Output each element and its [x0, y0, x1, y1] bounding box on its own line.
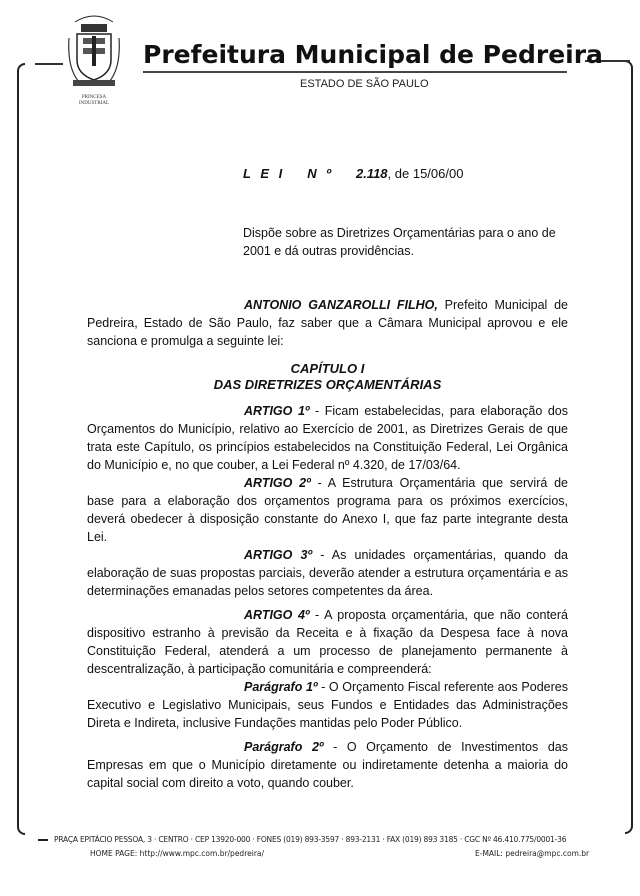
- lei-label: L E I: [243, 166, 286, 181]
- paragraph-1: [87, 678, 568, 732]
- paragraph-label: Parágrafo 2º: [244, 740, 324, 754]
- page-frame-right: [625, 60, 633, 834]
- preamble: [87, 296, 568, 350]
- footer-homepage[interactable]: HOME PAGE: http://www.mpc.com.br/pedreira/: [90, 849, 265, 858]
- article-label: ARTIGO 3º: [244, 548, 313, 562]
- article-text: - A proposta orçamentária, que não conterá dispositivo estranho à previsão da Receita e à fixação da Despesa face à nova Constituição Federal, atenderá a um processo de planejamento permanente à descentralização, à participação comunitária e compreenderá:: [87, 608, 569, 676]
- footer-address: [38, 835, 566, 844]
- number-label: N º: [307, 166, 334, 181]
- footer-email[interactable]: E-MAIL: pedreira@mpc.com.br: [475, 849, 590, 858]
- article-label: ARTIGO 2º: [244, 476, 311, 490]
- paragraph-text: - O Orçamento Fiscal referente aos Poderes Executivo e Legislativo Municipais, seus Fundos e Entidades das Administrações Direta e Indireta, inclusive Fundações mantidas pelo Poder Público.: [87, 680, 568, 730]
- article-text: - Ficam estabelecidas, para elaboração dos Orçamentos do Município, relativo ao Exercício de 2001, as Diretrizes Gerais de que trata este Capítulo, os princípios estabelecidos na Constituição Federal, Lei Orgânica do Município e, no que couber, a Lei Federal nº 4.320, de 17/03/64.: [87, 404, 568, 472]
- paragraph-label: Parágrafo 1º: [244, 680, 318, 694]
- chapter-heading: [87, 361, 568, 393]
- page-frame-left: [17, 63, 25, 835]
- state-subtitle: ESTADO DE SÃO PAULO: [300, 78, 429, 90]
- article-2: [87, 474, 568, 546]
- chapter-title: DAS DIRETRIZES ORÇAMENTÁRIAS: [213, 377, 442, 392]
- article-label: ARTIGO 4º: [244, 608, 310, 622]
- mayor-name: ANTONIO GANZAROLLI FILHO,: [244, 298, 438, 312]
- page-title: Prefeitura Municipal de Pedreira: [143, 40, 603, 69]
- footer-dash: [38, 839, 48, 841]
- article-3: [87, 546, 568, 600]
- article-1: [87, 402, 568, 474]
- header-rule-left: [35, 63, 63, 65]
- preamble-text: Prefeito Municipal de Pedreira, Estado de São Paulo, faz saber que a Câmara Municipal aprovou e ele sanciona e promulga a seguinte lei:: [87, 298, 568, 348]
- article-text: - As unidades orçamentárias, quando da elaboração de suas propostas parciais, deverão atender a estrutura orçamentária e as determinações emanadas pelos setores competentes da área.: [87, 548, 568, 598]
- law-heading: [243, 166, 463, 181]
- article-4: [87, 606, 568, 678]
- svg-text:PRINCESA: PRINCESA: [81, 95, 107, 100]
- law-date: , de 15/06/00: [387, 166, 464, 181]
- coat-of-arms-icon: [67, 8, 121, 106]
- paragraph-2: [87, 738, 568, 792]
- svg-text:INDUSTRIAL: INDUSTRIAL: [79, 101, 109, 106]
- paragraph-text: - O Orçamento de Investimentos das Empresas em que o Município diretamente ou indiretamente detenha a maioria do capital social com direito a voto, quando couber.: [87, 740, 568, 790]
- law-summary: Dispõe sobre as Diretrizes Orçamentárias para o ano de 2001 e dá outras providências.: [243, 226, 556, 258]
- article-label: ARTIGO 1º: [244, 404, 310, 418]
- article-text: - A Estrutura Orçamentária que servirá de base para a elaboração dos orçamentos programa para os próximos exercícios, deverá obedecer à disposição constante do Anexo I, que faz parte integrante desta Lei.: [87, 476, 568, 544]
- chapter-number: CAPÍTULO I: [290, 361, 365, 376]
- law-number: 2.118: [355, 166, 388, 181]
- title-underline: [143, 71, 567, 73]
- footer-address-text: PRAÇA EPITÁCIO PESSOA, 3 · CENTRO · CEP 13920-000 · FONES (019) 893-3597 · 893-2131 · FAX (019) 893 3185 · CGC Nº 46.410.775/0001-36: [54, 835, 567, 844]
